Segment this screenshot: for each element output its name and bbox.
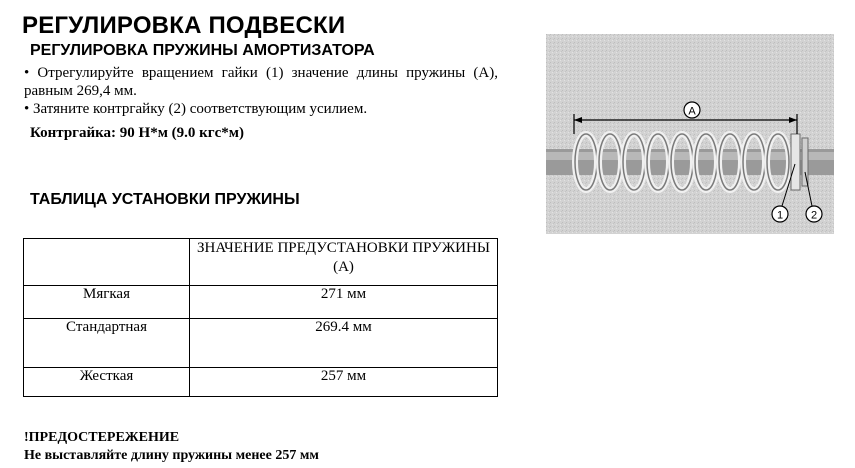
row-setting: Жесткая xyxy=(24,368,190,397)
table-row xyxy=(24,319,498,368)
table-header-value: ЗНАЧЕНИЕ ПРЕДУСТАНОВКИ ПРУЖИНЫ (A) xyxy=(190,239,498,286)
spring-settings-table xyxy=(23,238,498,397)
table-header-row xyxy=(24,239,498,286)
row-setting: Мягкая xyxy=(24,286,190,319)
section-subtitle: РЕГУЛИРОВКА ПРУЖИНЫ АМОРТИЗАТОРА xyxy=(30,42,375,59)
table-row xyxy=(24,368,498,397)
row-length: 257 мм xyxy=(190,368,498,397)
table-header-empty xyxy=(24,239,190,286)
page-title: РЕГУЛИРОВКА ПОДВЕСКИ xyxy=(22,12,346,39)
table-title: ТАБЛИЦА УСТАНОВКИ ПРУЖИНЫ xyxy=(30,191,300,208)
table-row xyxy=(24,286,498,319)
lock-nut xyxy=(802,138,808,186)
warning-text: Не выставляйте длину пружины менее 257 мм xyxy=(24,448,319,463)
warning-title: !ПРЕДОСТЕРЕЖЕНИЕ xyxy=(24,430,180,445)
label-a: A xyxy=(688,105,696,118)
shock-spring-photo xyxy=(546,34,834,234)
label-2: 2 xyxy=(810,209,818,222)
row-setting: Стандартная xyxy=(24,319,190,368)
instruction-bullet-2: • Затяните контргайку (2) соответствующим усилием. xyxy=(24,101,368,117)
instruction-bullet-1: • Отрегулируйте вращением гайки (1) значение длины пружины (A), равным 269,4 мм. xyxy=(24,65,498,99)
row-length: 269.4 мм xyxy=(190,319,498,368)
label-1: 1 xyxy=(776,209,784,222)
locknut-torque: Контргайка: 90 Н*м (9.0 кгс*м) xyxy=(30,125,244,141)
row-length: 271 мм xyxy=(190,286,498,319)
adjusting-nut xyxy=(791,134,800,190)
